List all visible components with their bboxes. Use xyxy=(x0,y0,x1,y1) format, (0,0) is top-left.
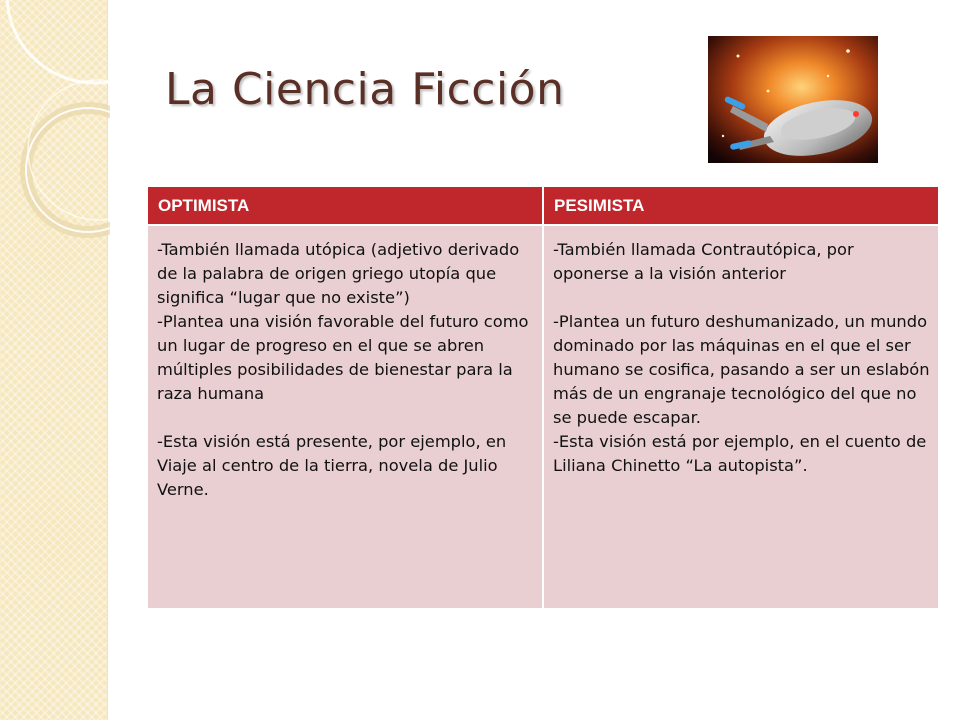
pesimista-paragraph-1: -También llamada Contrautópica, por oponerse a la visión anterior xyxy=(553,240,854,283)
optimista-paragraph-3: -Esta visión está presente, por ejemplo, en Viaje al centro de la tierra, novela de Julio Verne. xyxy=(157,432,507,499)
cell-optimista xyxy=(148,225,543,608)
table-header-row xyxy=(148,187,938,225)
header-pesimista: PESIMISTA xyxy=(543,187,938,225)
table-row xyxy=(148,225,938,608)
optimista-paragraph-1: -También llamada utópica (adjetivo derivado de la palabra de origen griego utopía que significa “lugar que no existe”) xyxy=(157,240,520,307)
pesimista-paragraph-2: -Plantea un futuro deshumanizado, un mundo dominado por las máquinas en el que el ser humano se cosifica, pasando a ser un eslabón más de un engranaje tecnológico del que no se puede escapar. xyxy=(553,312,930,427)
decorative-circles-icon xyxy=(0,0,110,300)
comparison-table xyxy=(148,187,938,608)
cell-pesimista xyxy=(543,225,938,608)
optimista-paragraph-2: -Plantea una visión favorable del futuro como un lugar de progreso en el que se abren múltiples posibilidades de bienestar para la raza humana xyxy=(157,312,529,403)
starship-image xyxy=(708,36,878,163)
decorative-side-strip xyxy=(0,0,108,720)
header-optimista: OPTIMISTA xyxy=(148,187,543,225)
pesimista-paragraph-3: -Esta visión está por ejemplo, en el cuento de Liliana Chinetto “La autopista”. xyxy=(553,432,927,475)
slide-title: La Ciencia Ficción xyxy=(165,64,565,115)
